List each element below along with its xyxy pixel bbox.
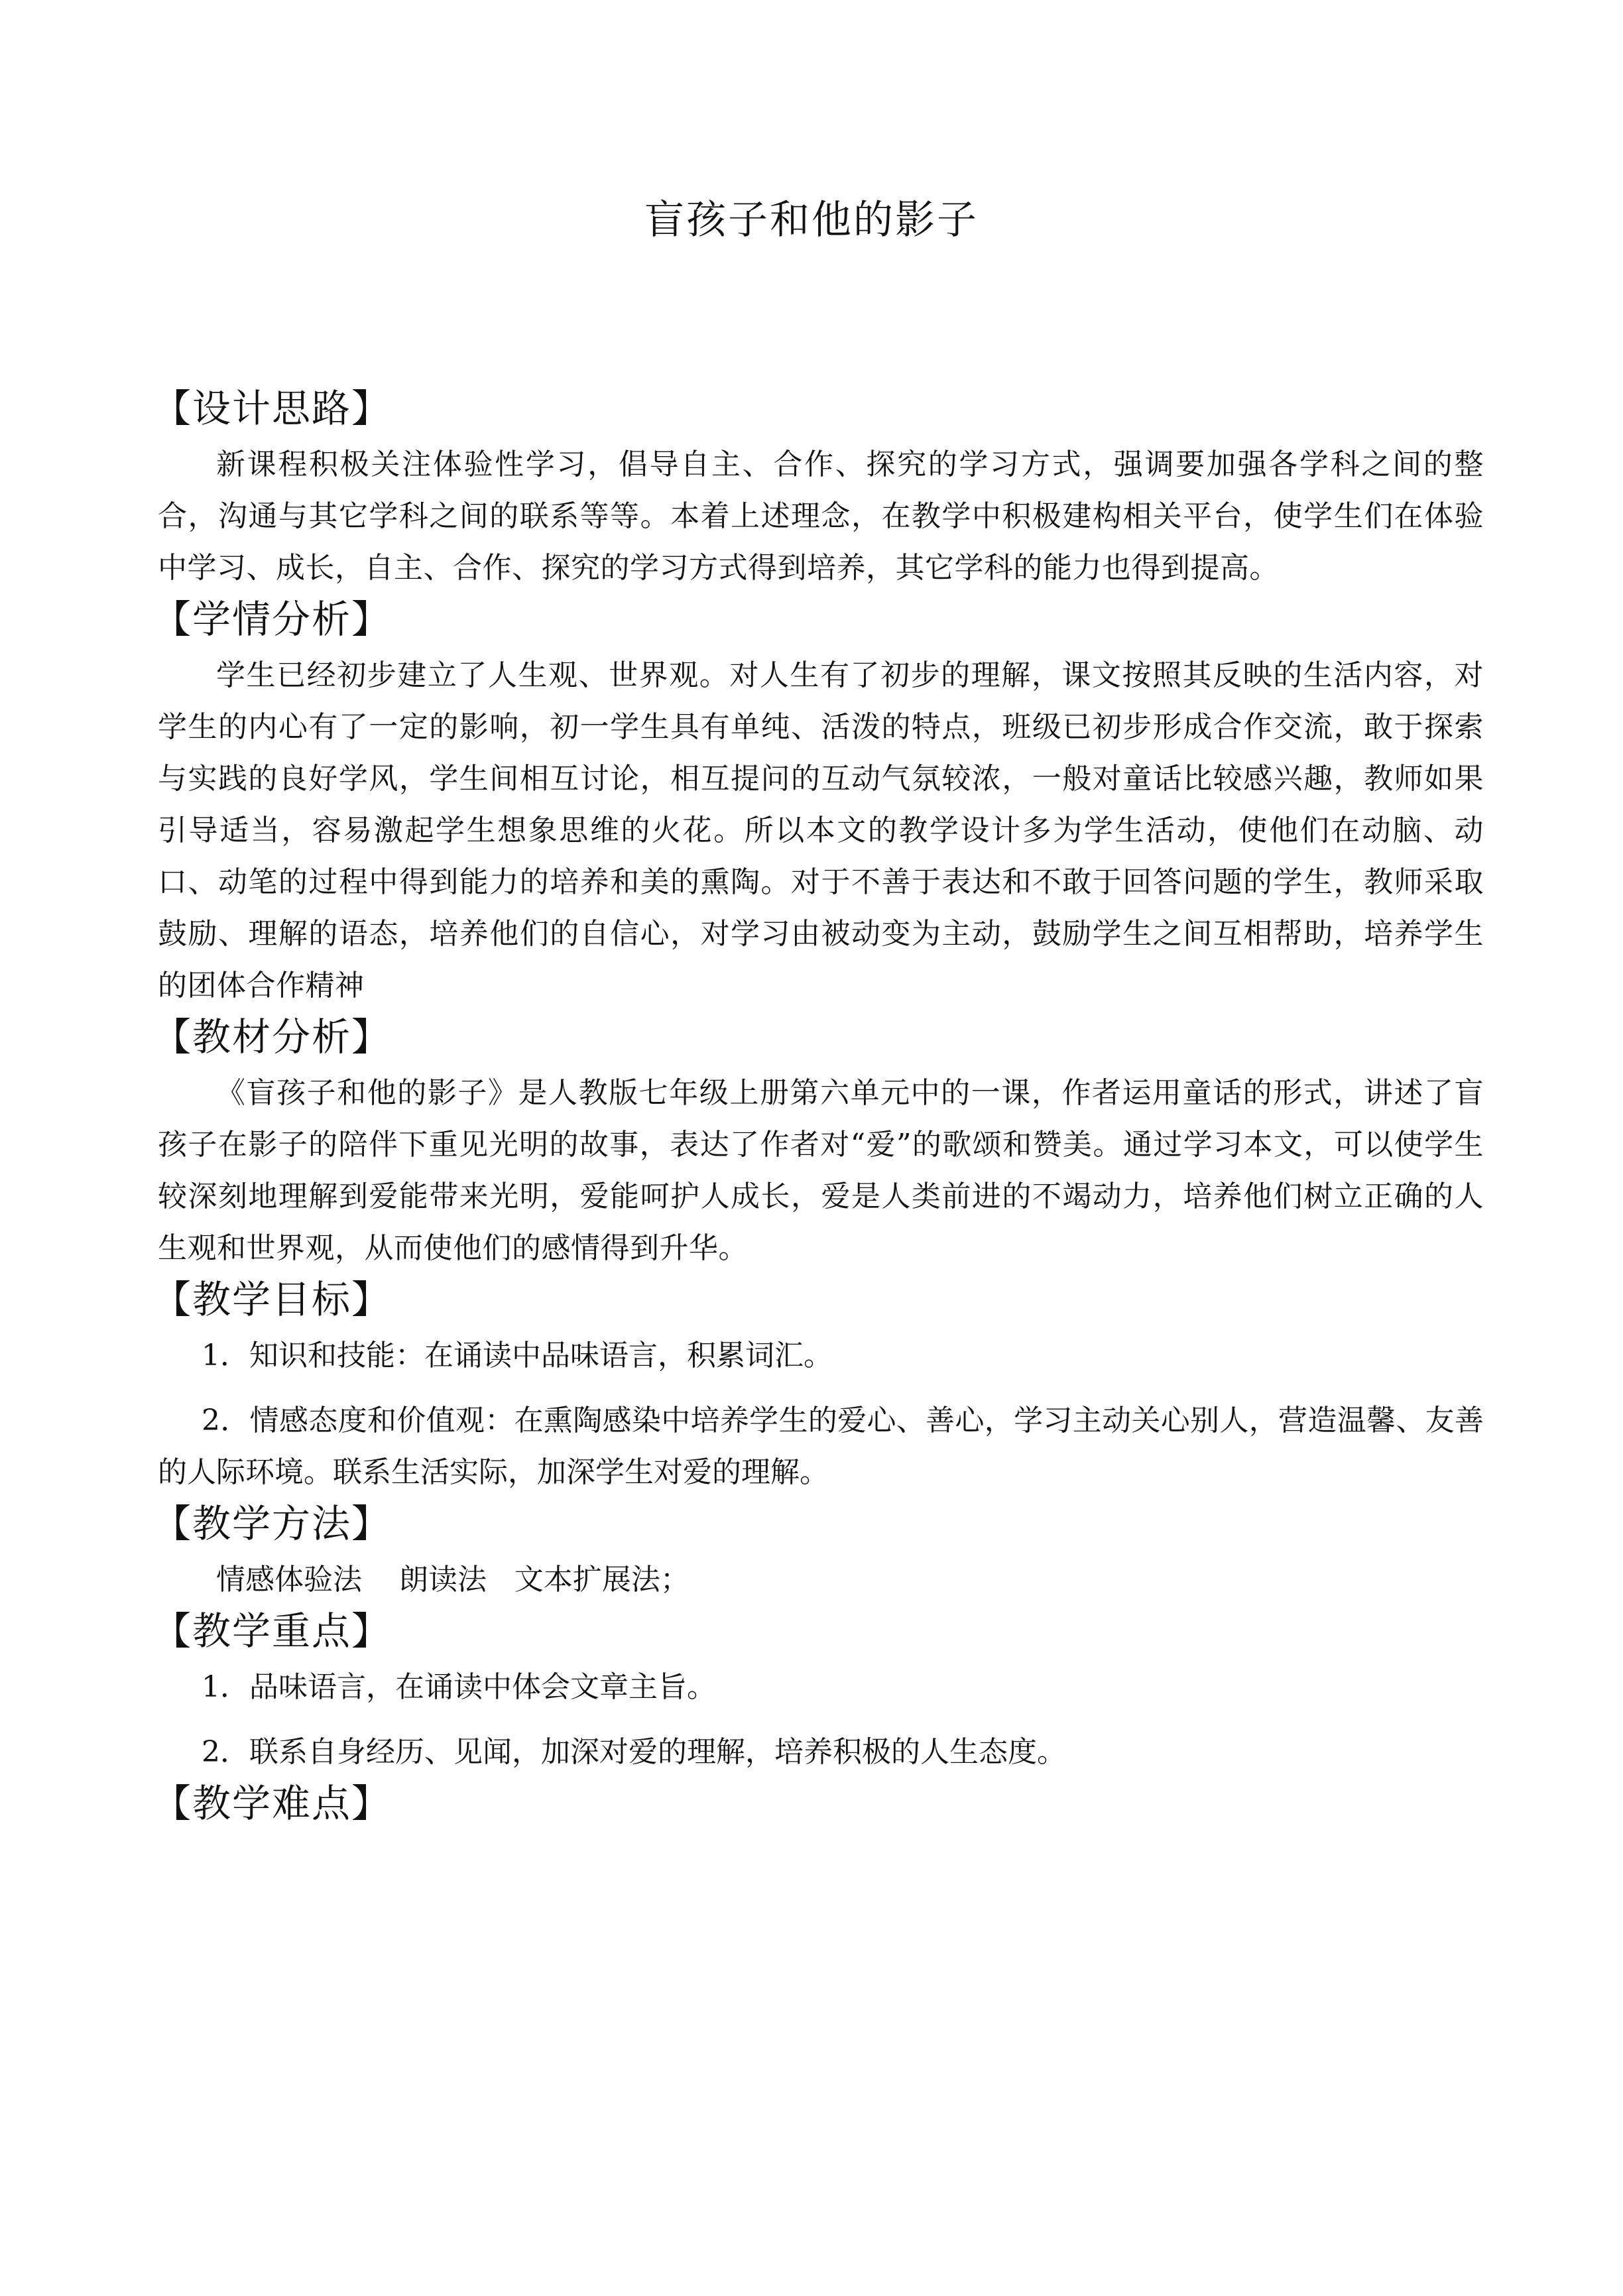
section-teaching-goals: [152, 1274, 1484, 1498]
list-item: 1．知识和技能：在诵读中品味语言，积累词汇。: [202, 1339, 833, 1372]
document-title: 盲孩子和他的影子: [644, 197, 979, 243]
section-heading: 【学情分析】: [152, 597, 392, 642]
section-paragraph: 《盲孩子和他的影子》是人教版七年级上册第六单元中的一课，作者运用童话的形式，讲述了盲孩子在影子的陪伴下重见光明的故事，表达了作者对“爱”的歌颂和赞美。通过学习本文，可以使学生较深刻地理解到爱能带来光明，爱能呵护人成长，爱是人类前进的不竭动力，培养他们树立正确的人生观和世界观，从而使他们的感情得到升华。: [158, 1076, 1484, 1265]
section-difficult-points: [152, 1778, 1484, 1829]
section-paragraph: 学生已经初步建立了人生观、世界观。对人生有了初步的理解，课文按照其反映的生活内容，对学生的内心有了一定的影响，初一学生具有单纯、活泼的特点，班级已初步形成合作交流，敢于探索与实践的良好学风，学生间相互讨论，相互提问的互动气氛较浓，一般对童话比较感兴趣，教师如果引导适当，容易激起学生想象思维的火花。所以本文的教学设计多为学生活动，使他们在动脑、动口、动笔的过程中得到能力的培养和美的熏陶。对于不善于表达和不敢于回答问题的学生，教师采取鼓励、理解的语态，培养他们的自信心，对学习由被动变为主动，鼓励学生之间互相帮助，培养学生的团体合作精神: [158, 658, 1484, 1002]
list-item: 2．联系自身经历、见闻，加深对爱的理解，培养积极的人生态度。: [202, 1735, 1066, 1769]
section-teaching-methods: [152, 1498, 1484, 1606]
section-design-idea: [152, 383, 1484, 594]
section-heading: 【设计思路】: [152, 386, 392, 431]
section-heading: 【教学方法】: [152, 1501, 392, 1546]
section-heading: 【教学难点】: [152, 1781, 392, 1826]
list-item: 1．品味语言，在诵读中体会文章主旨。: [202, 1670, 716, 1704]
section-heading: 【教学目标】: [152, 1277, 392, 1322]
list-item: 2．情感态度和价值观：在熏陶感染中培养学生的爱心、善心，学习主动关心别人，营造温馨、友善的人际环境。联系生活实际，加深学生对爱的理解。: [158, 1404, 1484, 1489]
document-body: [152, 383, 1484, 1829]
section-key-points: [152, 1606, 1484, 1778]
section-material-analysis: [152, 1012, 1484, 1274]
section-heading: 【教学重点】: [152, 1608, 392, 1654]
section-paragraph: 新课程积极关注体验性学习，倡导自主、合作、探究的学习方式，强调要加强各学科之间的整合，沟通与其它学科之间的联系等等。本着上述理念，在教学中积极建构相关平台，使学生们在体验中学习、成长，自主、合作、探究的学习方式得到培养，其它学科的能力也得到提高。: [158, 448, 1484, 585]
methods-line: 情感体验法 朗读法 文本扩展法；: [216, 1563, 690, 1597]
section-heading: 【教材分析】: [152, 1014, 392, 1059]
section-student-analysis: [152, 594, 1484, 1012]
